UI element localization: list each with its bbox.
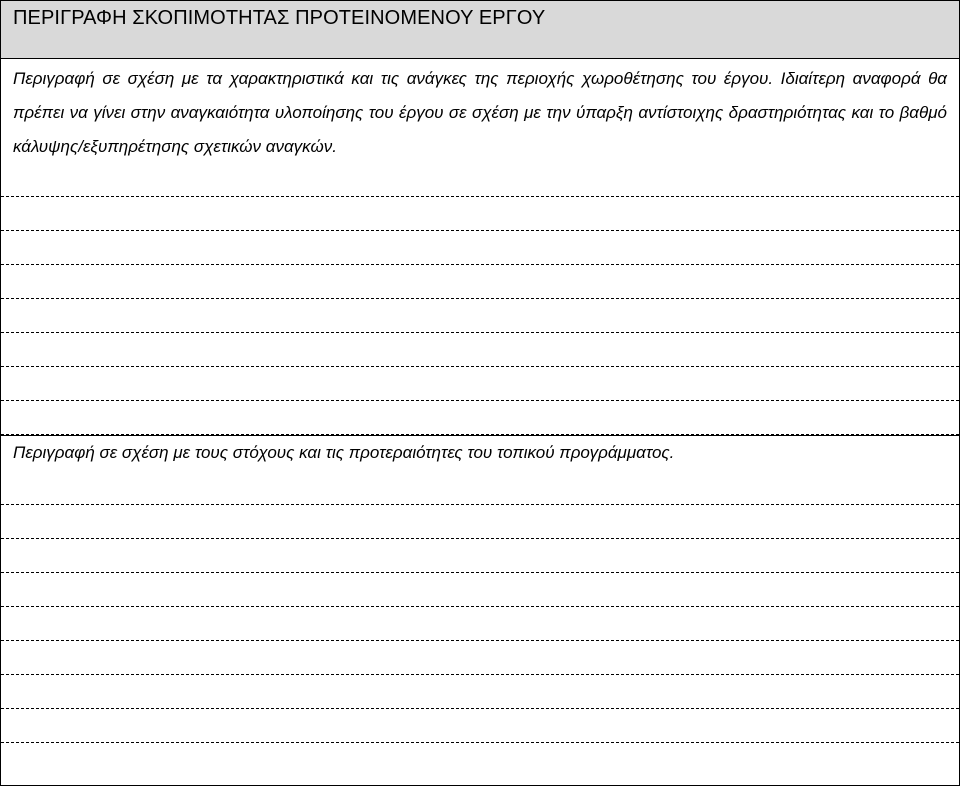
form-header (1, 1, 959, 59)
section-program-goals-blank-line[interactable] (1, 709, 959, 743)
section-program-goals-blank-line[interactable] (1, 471, 959, 505)
section-program-goals (1, 435, 959, 743)
section-program-goals-blank-line[interactable] (1, 573, 959, 607)
form-title: ΠΕΡΙΓΡΑΦΗ ΣΚΟΠΙΜΟΤΗΤΑΣ ΠΡΟΤΕΙΝΟΜΕΝΟΥ ΕΡΓΟΥ (13, 7, 546, 29)
section-area-needs (1, 59, 959, 435)
section-program-goals-blank-line[interactable] (1, 675, 959, 709)
section-area-needs-answer-lines[interactable] (1, 163, 959, 435)
section-area-needs-blank-line[interactable] (1, 163, 959, 197)
section-area-needs-blank-line[interactable] (1, 367, 959, 401)
section-program-goals-blank-line[interactable] (1, 505, 959, 539)
section-program-goals-blank-line[interactable] (1, 641, 959, 675)
section-area-needs-blank-line[interactable] (1, 401, 959, 435)
section-program-goals-answer-lines[interactable] (1, 471, 959, 743)
section-program-goals-blank-line[interactable] (1, 607, 959, 641)
section-area-needs-blank-line[interactable] (1, 231, 959, 265)
section-area-needs-blank-line[interactable] (1, 197, 959, 231)
section-program-goals-description: Περιγραφή σε σχέση με τους στόχους και τις προτεραιότητες του τοπικού προγράμματος. (13, 443, 675, 462)
section-area-needs-blank-line[interactable] (1, 333, 959, 367)
section-area-needs-blank-line[interactable] (1, 299, 959, 333)
section-program-goals-blank-line[interactable] (1, 539, 959, 573)
section-area-needs-blank-line[interactable] (1, 265, 959, 299)
section-area-needs-description: Περιγραφή σε σχέση με τα χαρακτηριστικά και τις ανάγκες της περιοχής χωροθέτησης του έργου. Ιδιαίτερη αναφορά θα πρέπει να γίνει στην αναγκαιότητα υλοποίησης του έργου σε σχέση με την ύπαρξη αντίστοιχης δραστηριότητας και το βαθμό κάλυψης/εξυπηρέτησης σχετικών αναγκών. (13, 69, 947, 156)
